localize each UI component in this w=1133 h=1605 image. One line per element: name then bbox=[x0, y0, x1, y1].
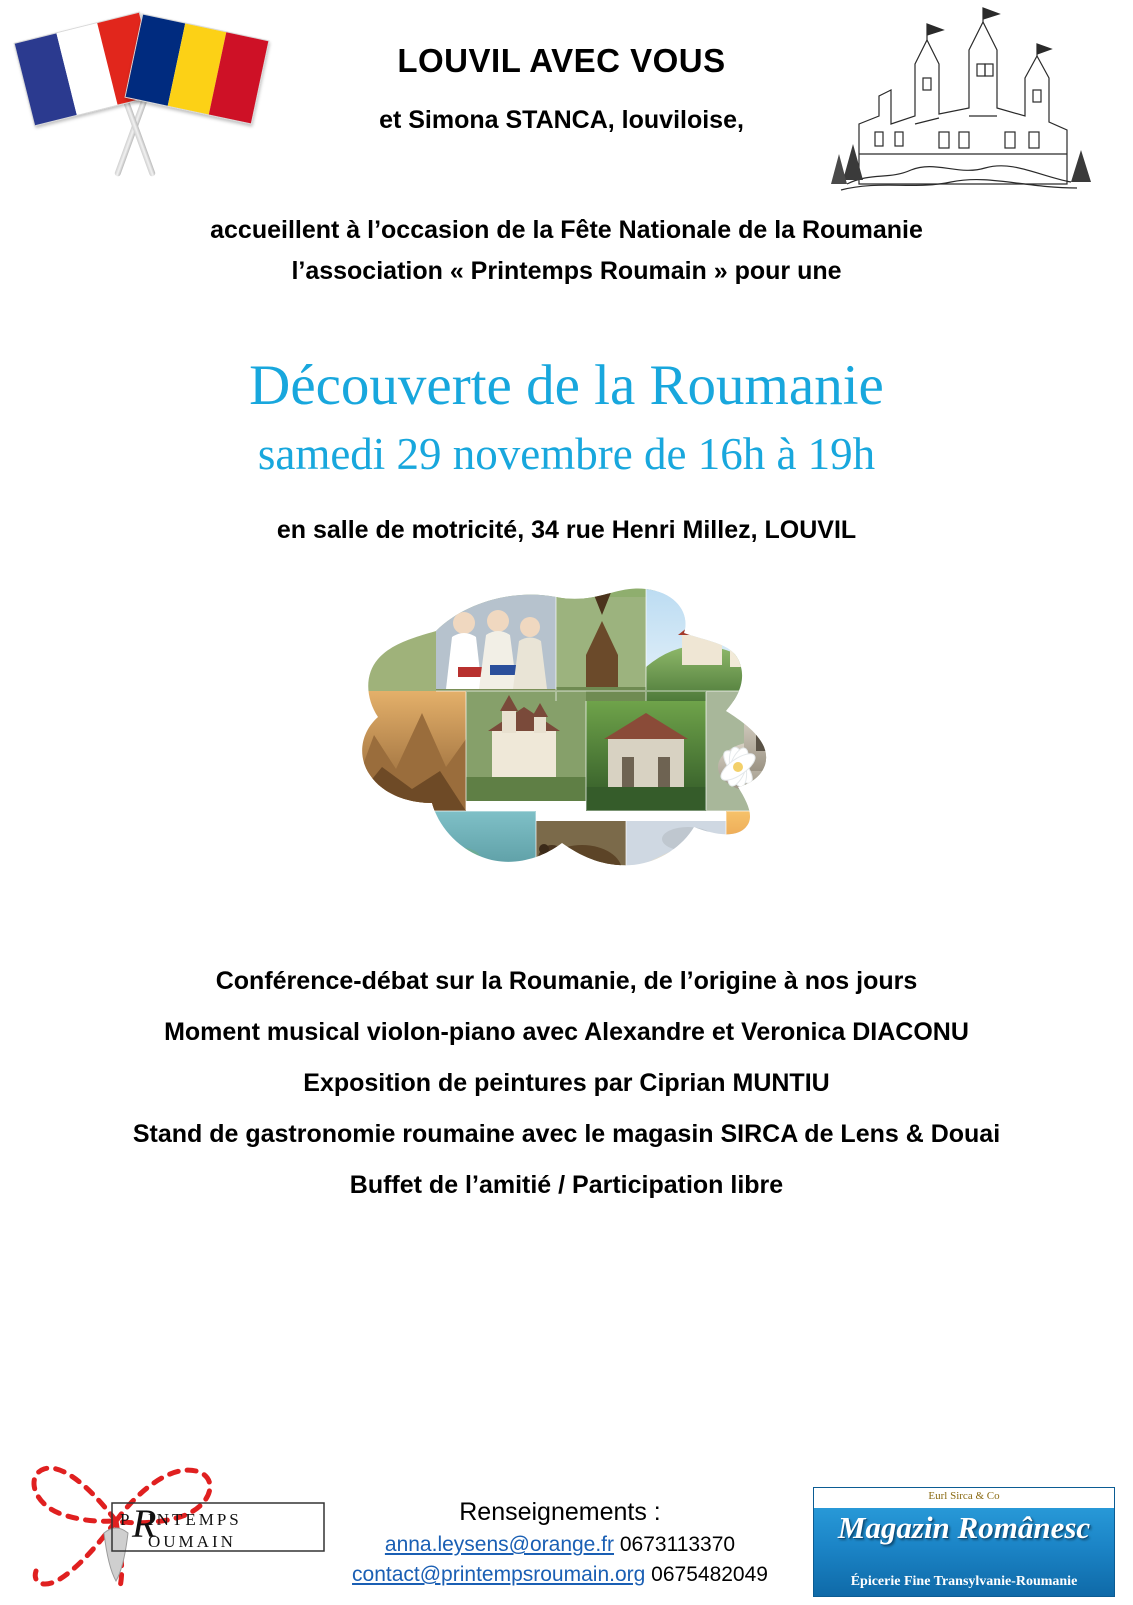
contact-row bbox=[330, 1563, 790, 1587]
flags-illustration bbox=[10, 8, 290, 188]
contact-phone-2: 0675482049 bbox=[651, 1563, 768, 1586]
romania-map-collage-icon bbox=[286, 571, 826, 921]
contact-title: Renseignements : bbox=[459, 1498, 661, 1526]
intro-line-2: l’association « Printemps Roumain » pour une bbox=[291, 257, 842, 285]
contact-phone-1: 0673113370 bbox=[619, 1533, 736, 1556]
page-subtitle: et Simona STANCA, louviloise, bbox=[379, 106, 744, 134]
svg-text:P: P bbox=[120, 1510, 133, 1529]
programme-item: Conférence-débat sur la Roumanie, de l’origine à nos jours bbox=[215, 966, 918, 995]
sirca-shop-name: Magazin Românesc bbox=[837, 1510, 1091, 1545]
svg-text:INTEMPS: INTEMPS bbox=[148, 1510, 242, 1529]
programme-list bbox=[0, 967, 1133, 1200]
contact-email-2[interactable]: contact@printempsroumain.org bbox=[352, 1563, 646, 1586]
programme-item: Stand de gastronomie roumaine avec le magasin SIRCA de Lens & Douai bbox=[132, 1119, 1001, 1148]
event-title: Découverte de la Roumanie bbox=[249, 354, 884, 417]
contact-row bbox=[330, 1533, 790, 1557]
poster-title-block bbox=[290, 42, 833, 135]
event-location: en salle de motricité, 34 rue Henri Millez, LOUVIL bbox=[276, 515, 857, 544]
svg-text:OUMAIN: OUMAIN bbox=[148, 1532, 236, 1551]
poster-header bbox=[0, 0, 1133, 200]
programme-item: Exposition de peintures par Ciprian MUNTIU bbox=[303, 1068, 830, 1097]
intro-line-1: accueillent à l’occasion de la Fête Nationale de la Roumanie bbox=[210, 216, 923, 244]
intro-text bbox=[0, 218, 1133, 284]
svg-text:R: R bbox=[132, 1501, 157, 1546]
sirca-company-line: Eurl Sirca & Co bbox=[928, 1490, 1000, 1502]
printemps-roumain-logo bbox=[20, 1429, 330, 1599]
romanian-flag-icon bbox=[124, 13, 269, 124]
programme-item: Buffet de l’amitié / Participation libre bbox=[349, 1170, 784, 1199]
page-title: LOUVIL AVEC VOUS bbox=[397, 42, 726, 79]
poster-footer bbox=[0, 1425, 1133, 1605]
programme-item: Moment musical violon-piano avec Alexandre et Veronica DIACONU bbox=[164, 1017, 969, 1046]
contact-block bbox=[330, 1498, 790, 1587]
bran-castle-icon bbox=[819, 4, 1099, 194]
contact-email-1[interactable]: anna.leysens@orange.fr bbox=[384, 1533, 615, 1556]
event-date: samedi 29 novembre de 16h à 19h bbox=[257, 428, 876, 479]
map-collage-wrapper bbox=[0, 571, 1133, 931]
event-block bbox=[0, 356, 1133, 545]
magazin-romanesc-logo bbox=[813, 1487, 1115, 1597]
sirca-tagline: Épicerie Fine Transylvanie-Roumanie bbox=[850, 1574, 1078, 1589]
